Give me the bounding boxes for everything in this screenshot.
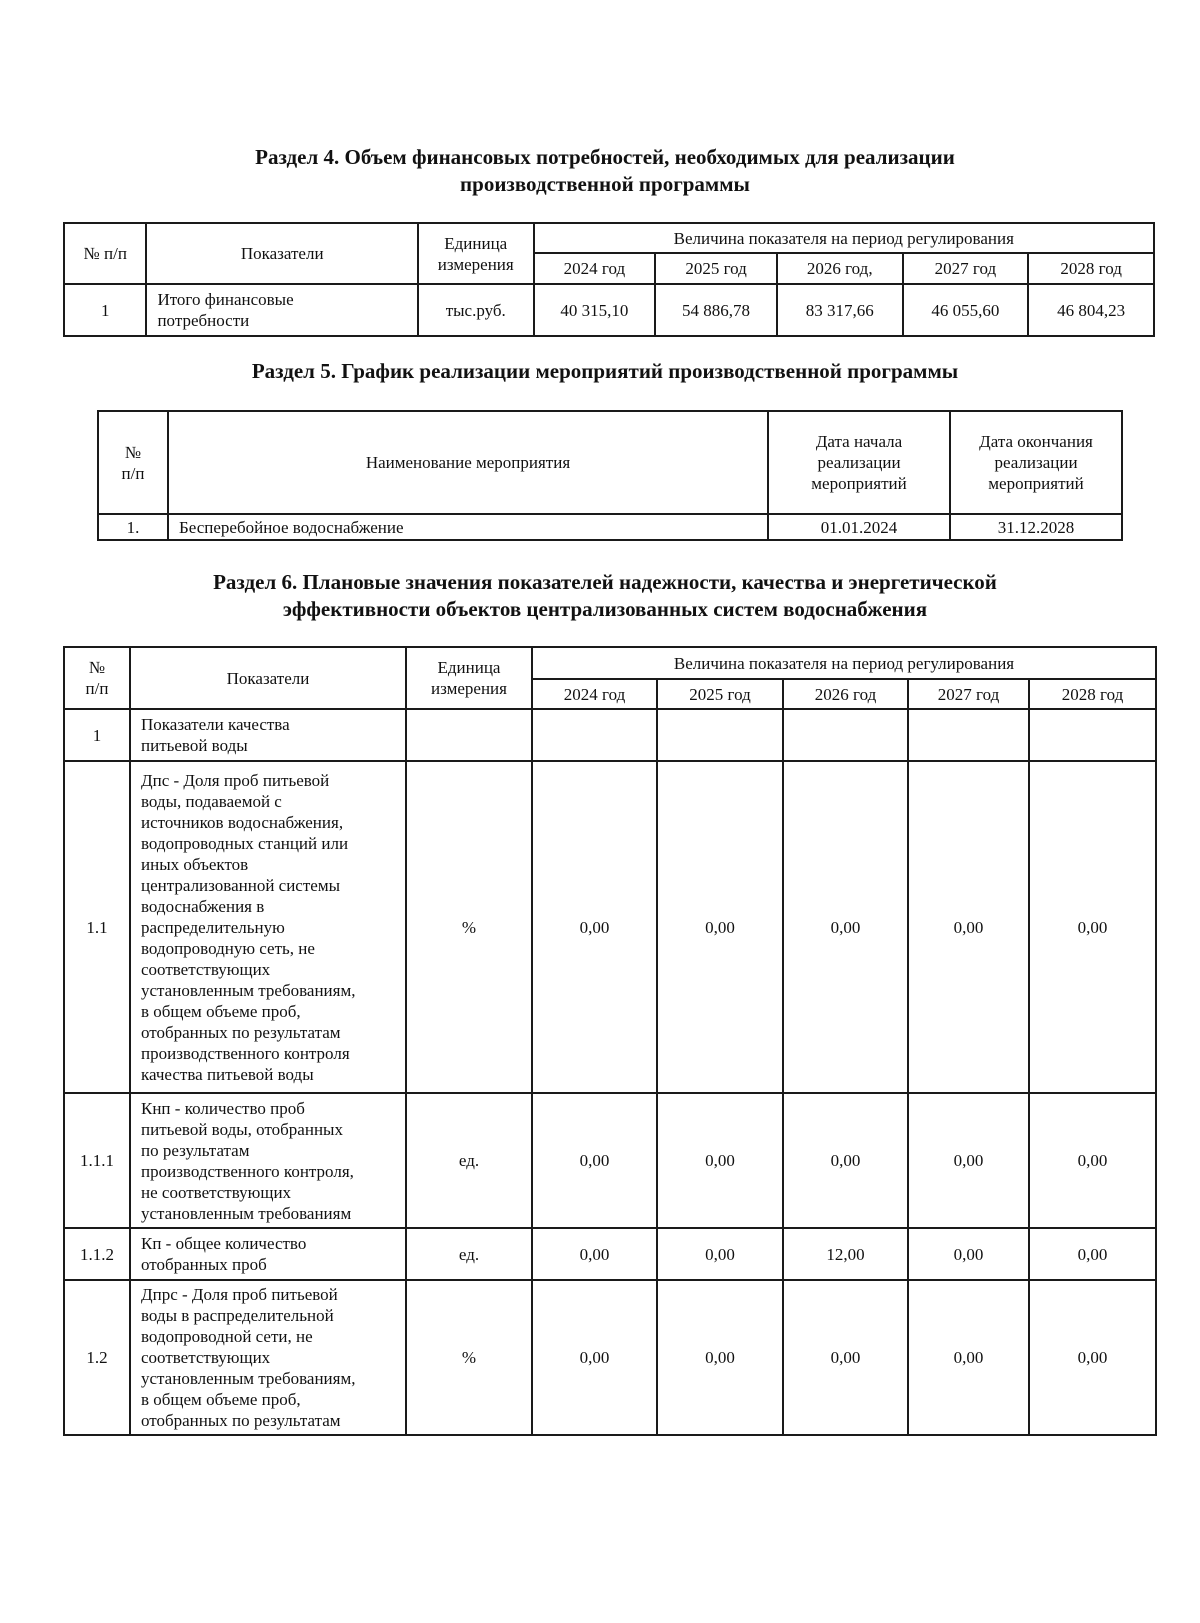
value-cell: 12,00 <box>783 1228 908 1280</box>
indicators-table-body <box>64 709 1156 1435</box>
value-cell: 0,00 <box>908 1280 1029 1435</box>
row-name-line: установленным требованиям, <box>141 980 356 1000</box>
table-header-row <box>98 411 1122 514</box>
row-name-line: питьевой воды <box>141 736 248 755</box>
table-row <box>64 284 1154 336</box>
row-name-line: иных объектов <box>141 854 249 874</box>
year-cell: 2027 год <box>903 253 1029 284</box>
indicators-table <box>63 646 1157 1436</box>
row-num: 1.2 <box>64 1280 130 1435</box>
row-name-line: отобранных по результатам <box>141 1022 341 1042</box>
value-cell: 0,00 <box>908 761 1029 1093</box>
row-name <box>130 1093 406 1228</box>
table-row <box>64 761 1156 1093</box>
year-cell: 2028 год <box>1029 679 1156 709</box>
row-name-line: водоснабжения в <box>141 896 265 916</box>
value-cell: 0,00 <box>783 761 908 1093</box>
header-unit-line2: измерения <box>437 254 514 274</box>
value-cell: 83 317,66 <box>777 284 903 336</box>
row-num: 1.1 <box>64 761 130 1093</box>
year-cell: 2026 год <box>783 679 908 709</box>
row-name-line: в общем объеме проб, <box>141 1390 301 1409</box>
header-unit <box>406 647 532 709</box>
value-cell: 46 055,60 <box>903 284 1029 336</box>
row-num: 1 <box>64 284 146 336</box>
year-cell: 2025 год <box>657 679 783 709</box>
header-indicators: Показатели <box>146 223 417 284</box>
year-cell: 2024 год <box>532 679 657 709</box>
value-cell: 0,00 <box>532 1093 657 1228</box>
row-name-line: потребности <box>157 311 250 330</box>
value-cell <box>1029 709 1156 761</box>
row-unit <box>406 709 532 761</box>
header-end-line3: мероприятий <box>988 474 1084 493</box>
row-name-line: Показатели качества <box>141 715 290 734</box>
row-name-line: соответствующих <box>141 959 271 979</box>
value-cell: 0,00 <box>783 1280 908 1435</box>
row-name-line: не соответствующих <box>141 1182 292 1202</box>
row-name-line: централизованной системы <box>141 875 341 895</box>
header-end-date <box>950 411 1122 514</box>
table-row <box>98 514 1122 540</box>
table-row <box>64 1093 1156 1228</box>
value-cell: 0,00 <box>657 1280 783 1435</box>
table-header-row <box>64 223 1154 253</box>
row-name-line: Кп - общее количество <box>141 1234 307 1253</box>
value-cell: 0,00 <box>532 761 657 1093</box>
header-num <box>64 647 130 709</box>
header-period: Величина показателя на период регулирования <box>532 647 1156 679</box>
row-name-line: отобранных проб <box>141 1255 267 1274</box>
value-cell: 0,00 <box>908 1093 1029 1228</box>
header-num-line2: п/п <box>121 463 145 483</box>
header-end-line1: Дата окончания <box>979 432 1093 451</box>
row-name-line: Дпрс - Доля проб питьевой <box>141 1285 338 1304</box>
row-name-line: в общем объеме проб, <box>141 1001 301 1021</box>
row-unit: тыс.руб. <box>418 284 534 336</box>
year-cell: 2025 год <box>655 253 777 284</box>
section4-title <box>60 144 1150 198</box>
row-name-line: отобранных по результатам <box>141 1411 341 1430</box>
header-unit-line1: Единица <box>437 658 501 677</box>
header-num: № п/п <box>64 223 146 284</box>
year-cell: 2026 год, <box>777 253 903 284</box>
value-cell <box>657 709 783 761</box>
section6-title-line2: эффективности объектов централизованных систем водоснабжения <box>282 597 928 621</box>
row-name-line: производственного контроля <box>141 1043 350 1063</box>
header-end-line2: реализации <box>994 453 1078 472</box>
header-name: Наименование мероприятия <box>168 411 768 514</box>
header-start-line1: Дата начала <box>815 432 903 451</box>
row-name-line: водопроводную сеть, не <box>141 938 315 958</box>
header-start-line2: реализации <box>817 453 901 472</box>
header-indicators: Показатели <box>130 647 406 709</box>
value-cell: 0,00 <box>1029 1280 1156 1435</box>
row-name-line: качества питьевой воды <box>141 1064 314 1084</box>
table-row <box>64 709 1156 761</box>
row-name-line: Дпс - Доля проб питьевой <box>141 770 330 790</box>
row-name <box>130 761 406 1093</box>
header-start-date <box>768 411 950 514</box>
value-cell: 0,00 <box>1029 1228 1156 1280</box>
header-unit-line1: Единица <box>444 233 508 253</box>
row-num: 1 <box>64 709 130 761</box>
row-num: 1.1.1 <box>64 1093 130 1228</box>
row-num: 1.1.2 <box>64 1228 130 1280</box>
row-num: 1. <box>98 514 168 540</box>
table-row <box>64 1228 1156 1280</box>
value-cell: 0,00 <box>532 1228 657 1280</box>
row-unit: % <box>406 1280 532 1435</box>
header-num-line1: № <box>88 658 106 677</box>
row-name-line: по результатам <box>141 1140 250 1160</box>
year-cell: 2027 год <box>908 679 1029 709</box>
year-cell: 2024 год <box>534 253 656 284</box>
row-name-line: установленным требованиям <box>141 1203 352 1223</box>
value-cell: 0,00 <box>532 1280 657 1435</box>
row-name <box>130 709 406 761</box>
value-cell: 54 886,78 <box>655 284 777 336</box>
row-unit: % <box>406 761 532 1093</box>
value-cell: 46 804,23 <box>1028 284 1154 336</box>
row-name-line: Итого финансовые <box>157 290 294 309</box>
financial-needs-table <box>63 222 1155 337</box>
row-unit: ед. <box>406 1228 532 1280</box>
header-num <box>98 411 168 514</box>
row-name-line: соответствующих <box>141 1348 271 1367</box>
row-name-line: производственного контроля, <box>141 1161 354 1181</box>
schedule-table <box>97 410 1123 541</box>
header-start-line3: мероприятий <box>811 474 907 493</box>
header-period: Величина показателя на период регулирования <box>534 223 1154 253</box>
header-num-line1: № <box>124 442 142 462</box>
row-name-line: водопроводной сети, не <box>141 1327 313 1346</box>
row-name <box>146 284 417 336</box>
value-cell: 0,00 <box>657 1093 783 1228</box>
header-num-line2: п/п <box>85 679 109 698</box>
row-end-date: 31.12.2028 <box>950 514 1122 540</box>
header-unit <box>418 223 534 284</box>
value-cell: 0,00 <box>908 1228 1029 1280</box>
section4-title-line2: производственной программы <box>460 172 750 196</box>
row-unit: ед. <box>406 1093 532 1228</box>
row-name-line: водопроводных станций или <box>141 833 349 853</box>
value-cell: 0,00 <box>657 761 783 1093</box>
section6-title-line1: Раздел 6. Плановые значения показателей надежности, качества и энергетической <box>213 570 997 594</box>
header-unit-line2: измерения <box>431 679 507 698</box>
row-name <box>130 1228 406 1280</box>
section4-title-line1: Раздел 4. Объем финансовых потребностей, необходимых для реализации <box>255 145 955 169</box>
row-name-line: питьевой воды, отобранных <box>141 1119 343 1139</box>
row-name-line: воды в распределительной <box>141 1306 334 1325</box>
value-cell: 0,00 <box>783 1093 908 1228</box>
row-name <box>130 1280 406 1435</box>
section5-title: Раздел 5. График реализации мероприятий производственной программы <box>251 359 959 383</box>
value-cell: 40 315,10 <box>534 284 656 336</box>
value-cell: 0,00 <box>657 1228 783 1280</box>
row-name-line: распределительную <box>141 917 285 937</box>
row-start-date: 01.01.2024 <box>768 514 950 540</box>
table-row <box>64 1280 1156 1435</box>
section6-title <box>60 569 1150 623</box>
value-cell <box>532 709 657 761</box>
value-cell <box>908 709 1029 761</box>
row-name-line: источников водоснабжения, <box>141 812 344 832</box>
value-cell: 0,00 <box>1029 1093 1156 1228</box>
row-name: Бесперебойное водоснабжение <box>168 514 768 540</box>
row-name-line: установленным требованиям, <box>141 1369 356 1388</box>
year-cell: 2028 год <box>1028 253 1154 284</box>
value-cell <box>783 709 908 761</box>
row-name-line: Кнп - количество проб <box>141 1098 305 1118</box>
value-cell: 0,00 <box>1029 761 1156 1093</box>
table-header-row <box>64 647 1156 679</box>
row-name-line: воды, подаваемой с <box>141 791 282 811</box>
